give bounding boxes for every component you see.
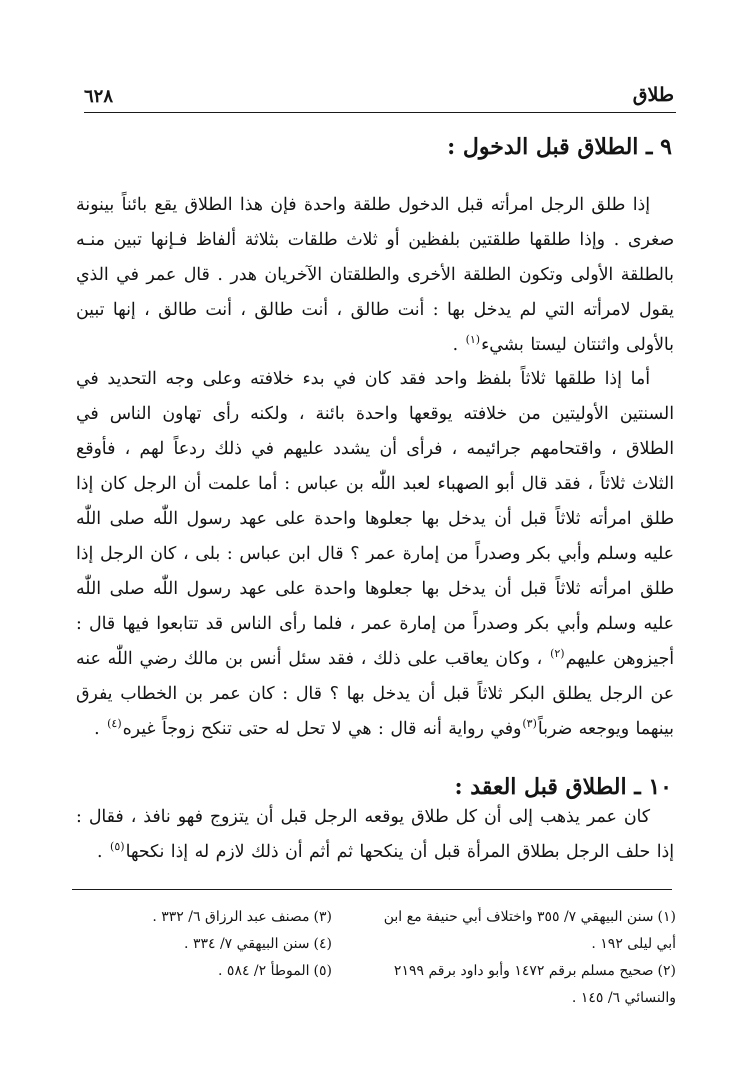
footnote-2 [376, 958, 676, 1012]
footnote-text: مصنف عبد الرزاق ٦/ ٣٣٢ . [152, 909, 310, 925]
footnotes-column-left [100, 904, 332, 1012]
footnote-ref-2[interactable]: (٢) [550, 647, 565, 661]
footnote-number: (٤) [313, 936, 332, 952]
footnote-ref-4[interactable]: (٤) [107, 717, 122, 731]
paragraph-end: . [97, 842, 110, 862]
footnote-text: سنن البيهقي ٧/ ٣٥٥ واختلاف أبي حنيفة مع ابن أبي ليلى ١٩٢ . [383, 909, 676, 952]
footnote-number: (٥) [313, 963, 332, 979]
page-number: ٦٢٨ [84, 86, 114, 107]
footnotes-column-right [376, 904, 676, 1012]
section-10-heading: ١٠ ـ الطلاق قبل العقد : [454, 774, 672, 800]
footnote-number: (١) [657, 909, 676, 925]
section-10-paragraph [76, 800, 674, 870]
paragraph-text: أما إذا طلقها ثلاثاً بلفظ واحد فقد كان في بدء خلافته وعلى وجه التحديد في السنتين الأوليتين من خلافته يوقعها واحدة بائنة ، ولكنه رأى تهاون الناس في الطلاق ، واقتحامهم جرائيمه ، فرأى أن يشدد عليهم في ذلك ردعاً لهم ، فأوقع الثلاث ثلاثاً ، فقد قال أبو الصهباء لعبد اللّٰه بن عباس : أما علمت أن الرجل كان إذا طلق امرأته ثلاثاً قبل أن يدخل بها جعلوها واحدة على عهد رسول اللّٰه صلى اللّٰه عليه وسلم وأبي بكر وصدراً من إمارة عمر ؟ قال ابن عباس : بلى ، كان الرجل إذا طلق امرأته ثلاثاً قبل أن يدخل بها جعلوها واحدة على عهد رسول اللّٰه صلى اللّٰه عليه وسلم وأبي بكر وصدراً من إمارة عمر ، فلما رأى الناس قد تتابعوا فيها قال : أجيزوهن عليهم [76, 369, 674, 669]
footnotes [100, 904, 676, 1012]
footnote-5 [100, 958, 332, 985]
paragraph-text: ، وكان يعاقب على ذلك ، فقد سئل أنس بن مالك رضي اللّٰه عنه عن الرجل يطلق البكر ثلاثاً قبل أن يدخل بها ؟ قال : كان عمر بن الخطاب يفرق بينهما ويوجعه ضرباً [76, 649, 674, 739]
paragraph-text: كان عمر يذهب إلى أن كل طلاق يوقعه الرجل قبل أن يتزوج فهو نافذ ، فقال : إذا حلف الرجل بطلاق المرأة قبل أن ينكحها ثم أثم أن ذلك لازم له إذا نكحها [76, 807, 674, 862]
footnote-3 [100, 904, 332, 931]
footnote-ref-5[interactable]: (٥) [110, 840, 125, 854]
footnote-text: الموطأ ٢/ ٥٨٤ . [218, 963, 310, 979]
footnote-divider [72, 889, 672, 890]
footnote-text: صحيح مسلم برقم ١٤٧٢ وأبو داود برقم ٢١٩٩ والنسائي ٦/ ١٤٥ . [393, 963, 676, 1006]
paragraph-text: إذا طلق الرجل امرأته قبل الدخول طلقة واحدة فإن هذا الطلاق يقع بائناً بينونة صغرى . وإذا طلقها طلقتين بلفظين أو ثلاث طلقات بثلاثة ألفاظ فـإنها تبين منـه بالطلقة الأولى وتكون الطلقة الأخرى والطلقتان الآخريان هدر . قال عمر في الذي يقول لامرأته التي لم يدخل بها : أنت طالق ، أنت طالق ، أنت طالق ، إنها تبين بالأولى واثنتان ليستا بشيء [76, 195, 674, 355]
paragraph-end: . [94, 719, 107, 739]
footnote-1 [376, 904, 676, 958]
footnote-number: (٢) [657, 963, 676, 979]
footnote-number: (٣) [313, 909, 332, 925]
section-9-paragraph-1 [76, 188, 674, 363]
paragraph-end: . [452, 335, 465, 355]
paragraph-text: وفي رواية أنه قال : هي لا تحل له حتى تنكح زوجاً غيره [122, 719, 522, 739]
footnote-ref-1[interactable]: (١) [465, 333, 481, 347]
footnote-text: سنن البيهقي ٧/ ٣٣٤ . [184, 936, 310, 952]
running-title: طلاق [632, 84, 674, 106]
footnote-4 [100, 931, 332, 958]
section-9-heading: ٩ ـ الطلاق قبل الدخول : [447, 134, 672, 160]
header-divider [84, 112, 676, 113]
footnote-ref-3[interactable]: (٣) [522, 717, 537, 731]
section-9-paragraph-2 [76, 362, 674, 747]
